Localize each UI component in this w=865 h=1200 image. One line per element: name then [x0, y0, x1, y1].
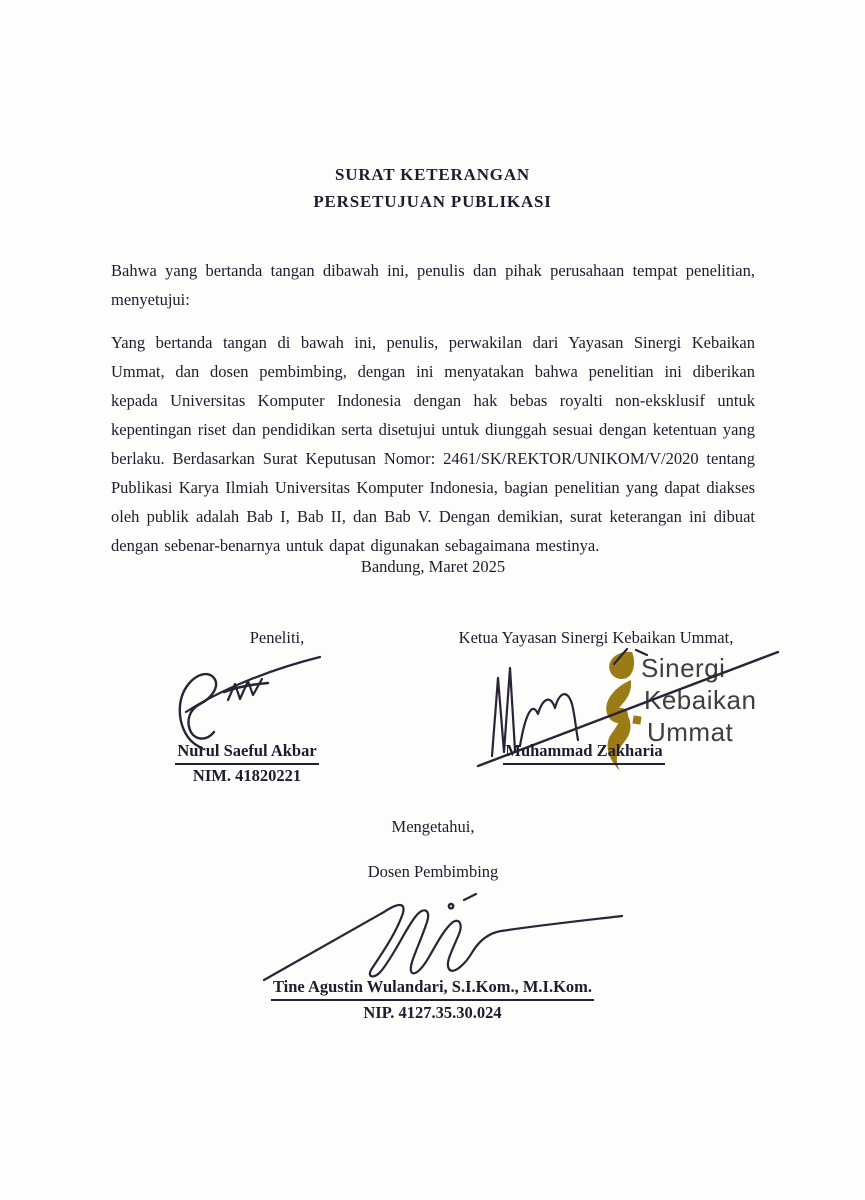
- foundation-logo-line1: Sinergi: [641, 653, 726, 683]
- researcher-name: Nurul Saeful Akbar: [175, 740, 318, 765]
- acknowledgement-label: Mengetahui,: [391, 817, 475, 836]
- foundation-head-name: Muhammad Zakharia: [503, 740, 664, 765]
- researcher-role-label: Peneliti,: [249, 628, 305, 647]
- letter-title-line2: PERSETUJUAN PUBLIKASI: [313, 192, 552, 211]
- foundation-head-name-block: [469, 740, 699, 765]
- body-paragraph: Yang bertanda tangan di bawah ini, penulis, perwakilan dari Yayasan Sinergi Kebaikan Ummat, dan dosen pembimbing, dengan ini menyatakan bahwa penelitian ini diberikan kepada Universitas Komputer Indonesia dengan hak bebas royalti non-eksklusif untuk kepentingan riset dan pendidikan serta disetujui untuk diunggah sesuai dengan ketentuan yang berlaku. Berdasarkan Surat Keputusan Nomor: 2461/SK/REKTOR/UNIKOM/V/2020 tentang Publikasi Karya Ilmiah Universitas Komputer Indonesia, bagian penelitian yang dapat diakses oleh publik adalah Bab I, Bab II, dan Bab V. Dengan demikian, surat keterangan ini dibuat dengan sebenar-benarnya untuk dapat digunakan sebagaimana mestinya.: [111, 333, 755, 555]
- researcher-name-block: [132, 740, 362, 787]
- supervisor-signature: [258, 888, 628, 983]
- foundation-logo-line2: Kebaikan: [644, 685, 757, 715]
- supervisor-nip: NIP. 4127.35.30.024: [363, 1003, 502, 1022]
- supervisor-name: Tine Agustin Wulandari, S.I.Kom., M.I.Kom.: [271, 975, 594, 1001]
- supervisor-role-label: Dosen Pembimbing: [367, 862, 499, 881]
- intro-paragraph: Bahwa yang bertanda tangan dibawah ini, penulis dan pihak perusahaan tempat penelitian, menyetujui:: [111, 261, 755, 309]
- foundation-head-role-label: Ketua Yayasan Sinergi Kebaikan Ummat,: [458, 628, 734, 647]
- supervisor-name-block: [0, 975, 865, 1024]
- researcher-nim: NIM. 41820221: [192, 766, 302, 785]
- dateline: Bandung, Maret 2025: [360, 557, 506, 576]
- letter-title-line1: SURAT KETERANGAN: [335, 165, 530, 184]
- foundation-logo-line3: Ummat: [647, 717, 734, 747]
